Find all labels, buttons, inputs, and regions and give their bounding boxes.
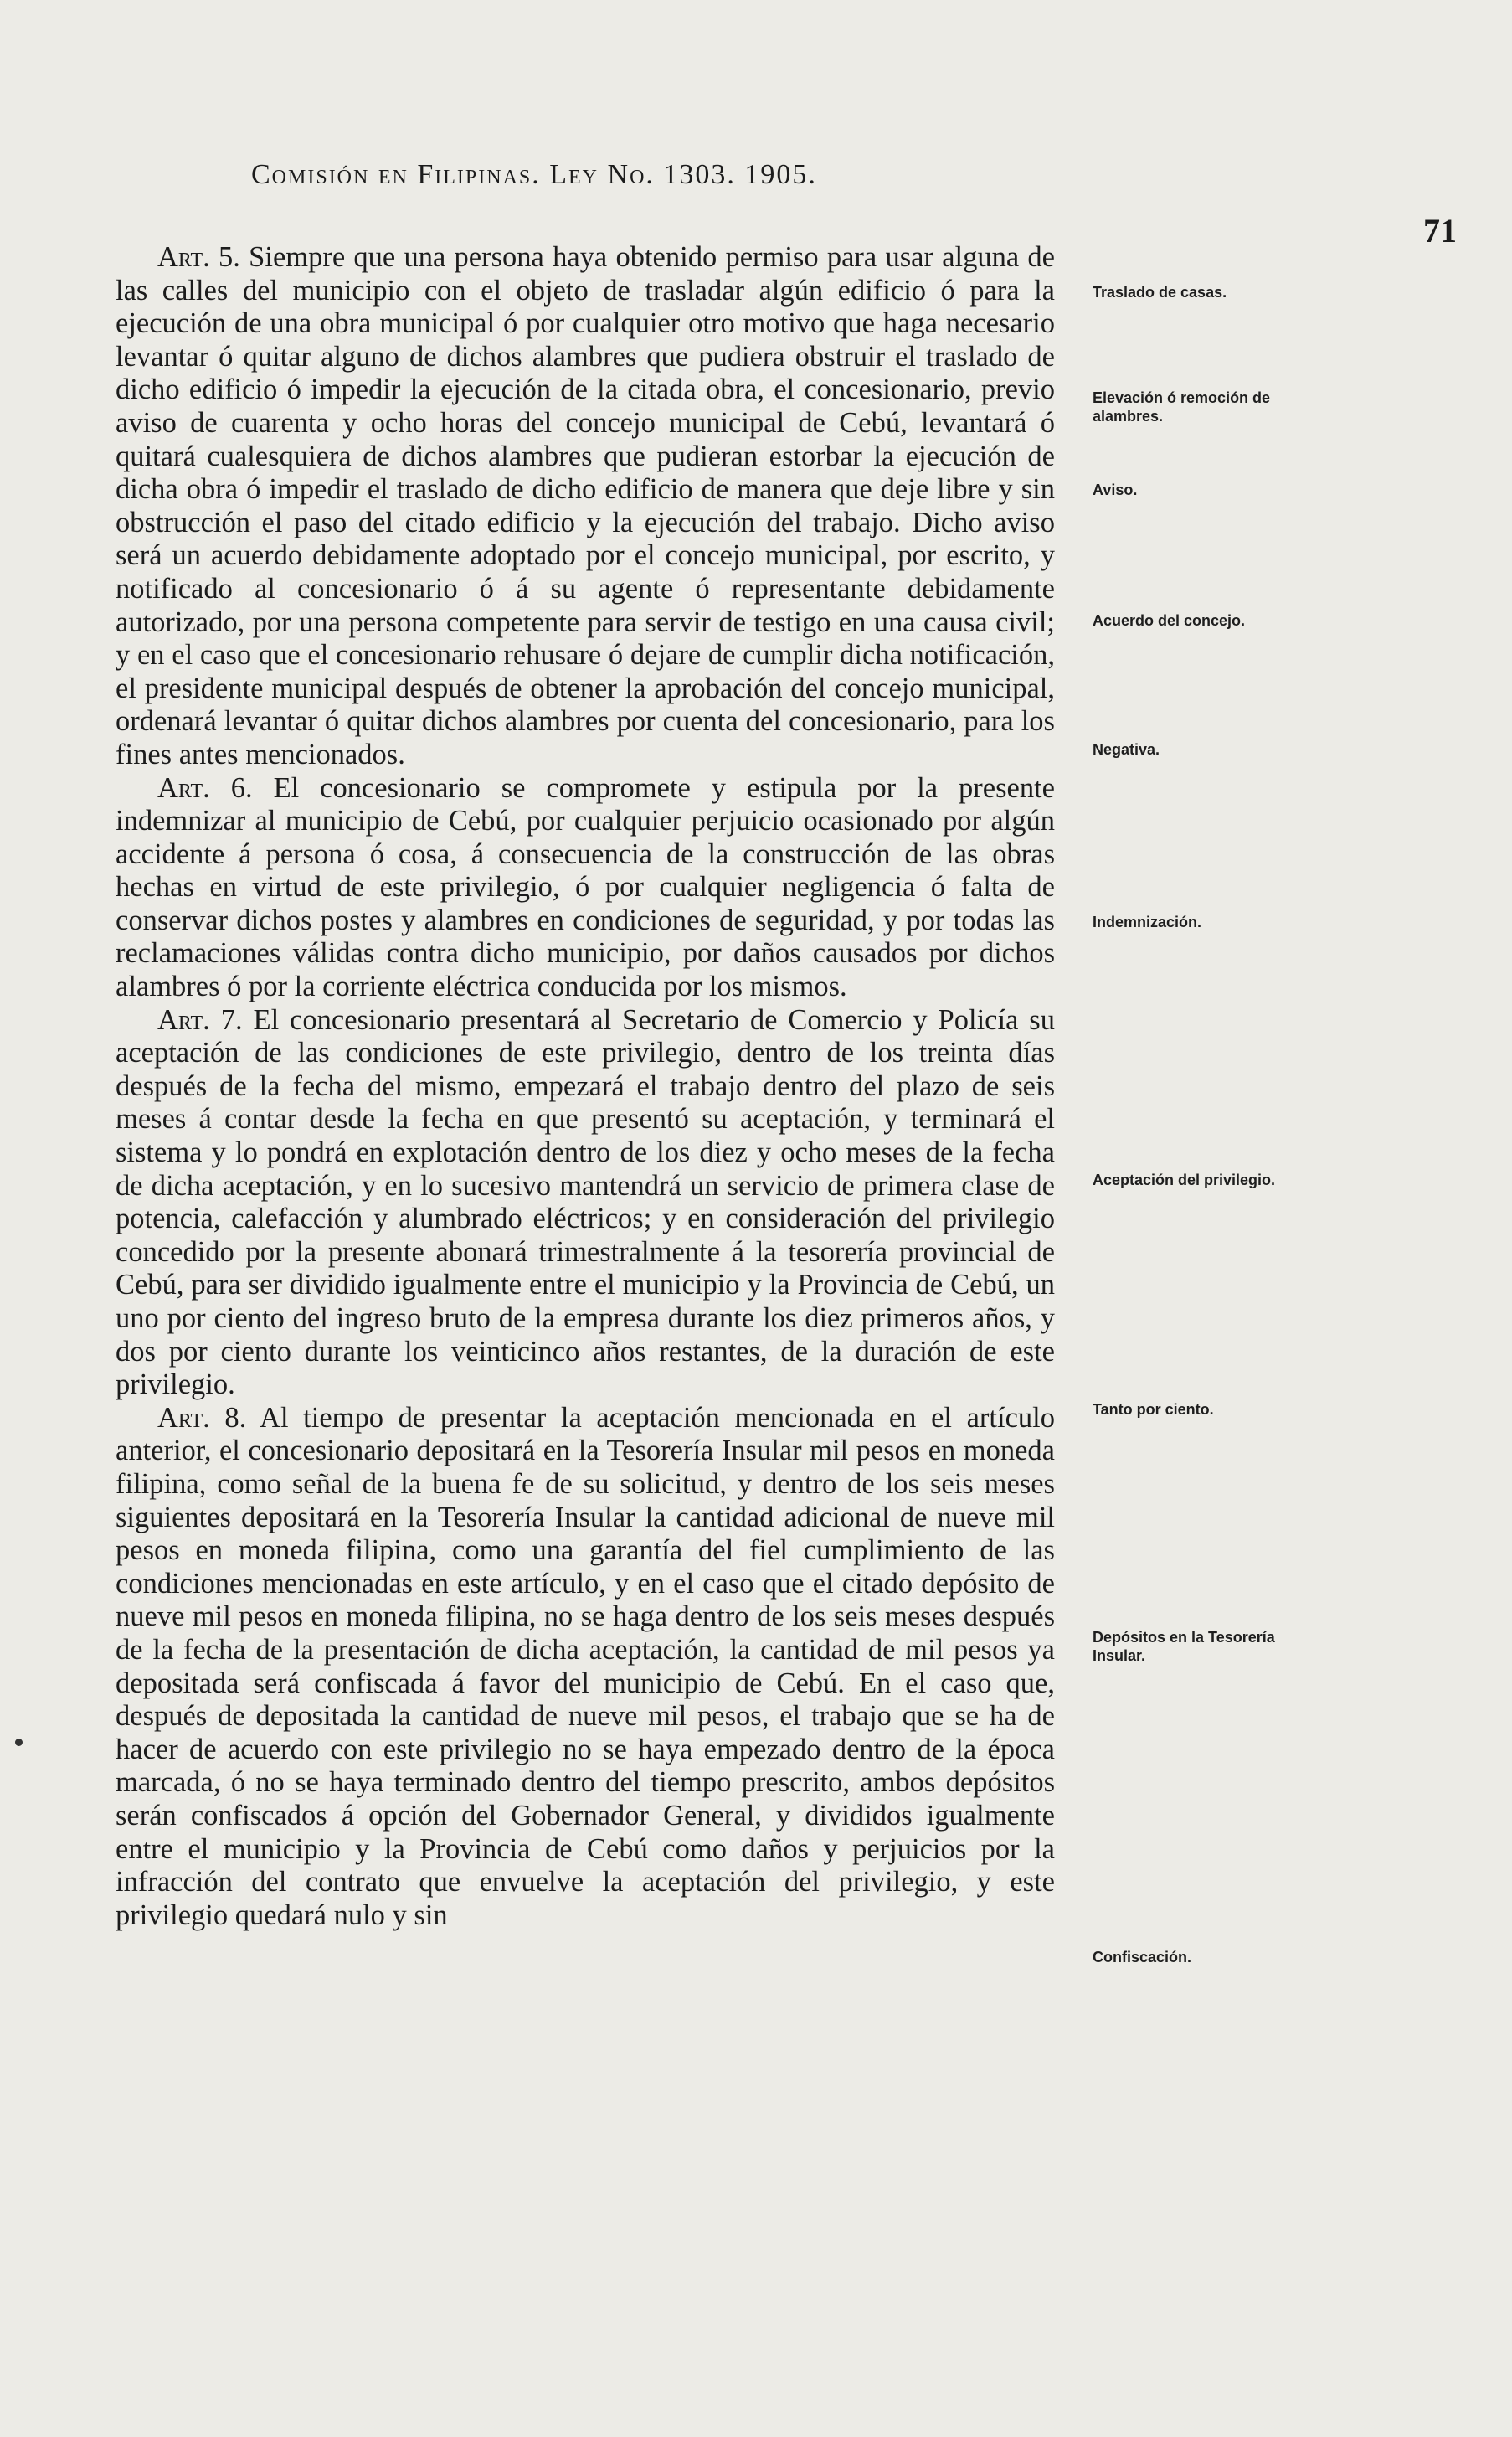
- article-paragraph: [116, 772, 1055, 1004]
- ink-dot: [15, 1739, 23, 1746]
- article-text: Siempre que una persona haya obtenido permiso para usar alguna de las calles del municipio con el objeto de trasladar algún edificio ó para la ejecución de una obra municipal ó por cualquier otro motivo que haga necesario levantar ó quitar alguno de dichos alambres que pudiera obstruir el traslado de dicho edificio ó impedir la ejecución de la citada obra, el concesionario, previo aviso de cuarenta y ocho horas del concejo municipal de Cebú, levantará ó quitará cualesquiera de dichos alambres que pudieran estorbar la ejecución de dicha obra ó impedir el traslado de dicho edificio de manera que deje libre y sin obstrucción el paso del citado edificio y la ejecución del trabajo. Dicho aviso será un acuerdo debidamente adoptado por el concejo municipal, por escrito, y notificado al concesionario ó á su agente ó representante debidamente autorizado, por una persona competente para servir de testigo en una causa civil; y en el caso que el concesionario rehusare ó dejare de cumplir dicha notificación, el presidente municipal después de obtener la aprobación del concejo municipal, ordenará levantar ó quitar dichos alambres por cuenta del concesionario, para los fines antes mencionados.: [116, 241, 1055, 770]
- margin-note: Indemnización.: [1093, 914, 1202, 930]
- article-text: El concesionario presentará al Secretario de Comercio y Policía su aceptación de las condiciones de este privilegio, dentro de los treinta días después de la fecha del mismo, empezará el trabajo dentro del plazo de seis meses á contar desde la fecha en que presentó su aceptación, y terminará el sistema y lo pondrá en explotación dentro de los diez y ocho meses de la fecha de dicha aceptación, y en lo sucesivo mantendrá un servicio de primera clase de potencia, calefacción y alumbrado eléctricos; y en consideración del privilegio concedido por la presente abonará trimestralmente á la tesorería provincial de Cebú, para ser dividido igualmente entre el municipio y la Provincia de Cebú, un uno por ciento del ingreso bruto de la empresa durante los diez primeros años, y dos por ciento durante los veinticinco años restantes, de la duración de este privilegio.: [116, 1003, 1055, 1401]
- margin-note: Aviso.: [1093, 482, 1138, 498]
- article-label: Art. 7.: [157, 1003, 243, 1036]
- article-label: Art. 6.: [157, 771, 253, 804]
- margin-note: Elevación ó remoción de alambres.: [1093, 389, 1271, 425]
- margin-note: Tanto por ciento.: [1093, 1401, 1214, 1418]
- page-number: 71: [1423, 212, 1457, 250]
- margin-note: Acuerdo del concejo.: [1093, 612, 1246, 629]
- margin-note: Traslado de casas.: [1093, 284, 1227, 301]
- article-text: El concesionario se compromete y estipula por la presente indemnizar al municipio de Cebú, por cualquier perjuicio ocasionado por algún accidente á persona ó cosa, á consecuencia de la construcción de las obras hechas en virtud de este privilegio, ó por cualquier negligencia ó falta de conservar dichos postes y alambres en condiciones de seguridad, y por todas las reclamaciones válidas contra dicho municipio, por daños causados por dichos alambres ó por la corriente eléctrica conducida por los mismos.: [116, 771, 1055, 1003]
- margin-note: Negativa.: [1093, 741, 1160, 758]
- article-label: Art. 5.: [157, 241, 240, 273]
- running-header: [251, 159, 1088, 191]
- body-text: [116, 241, 1055, 1932]
- header-commission: Comisión en Filipinas.: [251, 159, 541, 190]
- article-paragraph: [116, 1402, 1055, 1933]
- margin-note: Depósitos en la Tesorería Insular.: [1093, 1629, 1275, 1664]
- article-paragraph: [116, 241, 1055, 772]
- margin-note: Confiscación.: [1093, 1949, 1192, 1966]
- header-law: Ley No. 1303.: [549, 159, 736, 190]
- margin-note: Aceptación del privilegio.: [1093, 1172, 1276, 1188]
- header-year: 1905.: [744, 159, 817, 190]
- article-label: Art. 8.: [157, 1401, 247, 1434]
- article-text: Al tiempo de presentar la aceptación mencionada en el artículo anterior, el concesionario depositará en la Tesorería Insular mil pesos en moneda filipina, como señal de la buena fe de su solicitud, y dentro de los seis meses siguientes depositará en la Tesorería Insular la cantidad adicional de nueve mil pesos en moneda filipina, como una garantía del fiel cumplimiento de las condiciones mencionadas en este artículo, y en el caso que el citado depósito de nueve mil pesos en moneda filipina, no se haga dentro de los seis meses después de la fecha de la presentación de dicha aceptación, la cantidad de mil pesos ya depositada será confiscada á favor del municipio de Cebú. En el caso que, después de depositada la cantidad de nueve mil pesos, el trabajo que se ha de hacer de acuerdo con este privilegio no se haya empezado dentro de la época marcada, ó no se haya terminado dentro del tiempo prescrito, ambos depósitos serán confiscados á opción del Gobernador General, y divididos igualmente entre el municipio y la Provincia de Cebú como daños y perjuicios por la infracción del contrato que envuelve la aceptación del privilegio, y este privilegio quedará nulo y sin: [116, 1401, 1055, 1931]
- article-paragraph: [116, 1004, 1055, 1402]
